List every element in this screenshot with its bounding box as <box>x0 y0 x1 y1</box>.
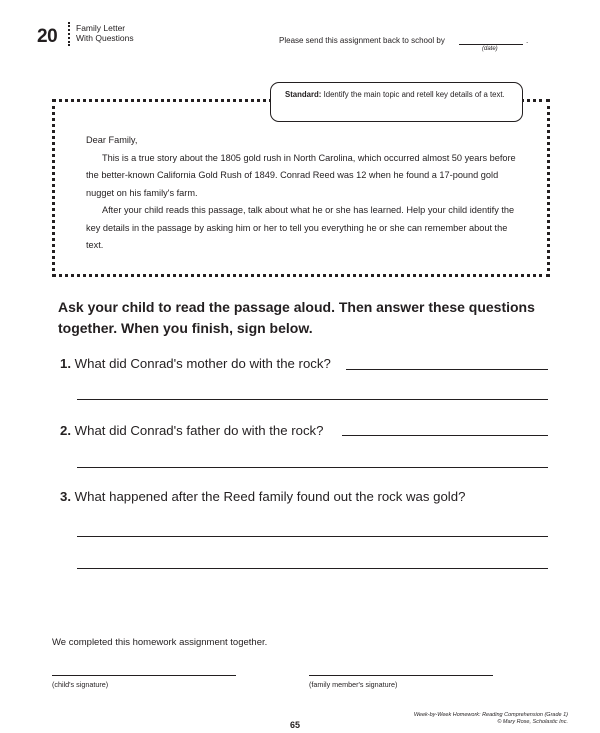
answer-line-3b[interactable] <box>77 568 548 569</box>
section-label-line2: With Questions <box>76 33 134 43</box>
family-signature-label: (family member's signature) <box>309 680 398 689</box>
section-label-line1: Family Letter <box>76 23 126 33</box>
answer-line-2a[interactable] <box>342 435 548 436</box>
answer-line-1a[interactable] <box>346 369 548 370</box>
child-signature-label: (child's signature) <box>52 680 109 689</box>
standard-callout <box>270 82 523 122</box>
footer-credit <box>382 712 568 726</box>
letter-paragraph-1: This is a true story about the 1805 gold rush in North Carolina, which occurred almost 50 years before the better-known California Gold Rush of 1849. Conrad Reed was 12 when he found a 17-pound gold nugget on his family's farm. <box>86 152 516 198</box>
section-label <box>76 23 134 43</box>
question-number: 3. <box>60 489 71 504</box>
standard-text: Identify the main topic and retell key details of a text. <box>323 90 505 99</box>
header-divider <box>68 22 70 46</box>
question-number: 1. <box>60 356 71 371</box>
question-3 <box>60 489 465 504</box>
footer-credit-copyright: © Mary Rose, Scholastic Inc. <box>497 719 568 725</box>
due-date-field[interactable] <box>459 44 523 45</box>
page-number: 20 <box>37 26 58 47</box>
family-letter <box>86 132 526 255</box>
footer-page-number: 65 <box>290 720 301 730</box>
letter-greeting: Dear Family, <box>86 135 138 145</box>
standard-label: Standard: <box>285 90 322 99</box>
instructions: Ask your child to read the passage aloud. Then answer these questions together. When you finish, sign below. <box>58 299 535 336</box>
footer-credit-title: Week-by-Week Homework: Reading Comprehension (Grade 1) <box>413 712 568 718</box>
question-text: What happened after the Reed family found out the rock was gold? <box>74 489 466 504</box>
question-2 <box>60 423 323 438</box>
question-number: 2. <box>60 423 71 438</box>
question-text: What did Conrad's father do with the rock? <box>74 423 324 438</box>
answer-line-1b[interactable] <box>77 399 548 400</box>
child-signature-field[interactable] <box>52 675 236 676</box>
send-back-period: . <box>526 36 529 45</box>
send-back-instruction: Please send this assignment back to school by <box>279 36 445 45</box>
question-1 <box>60 356 331 371</box>
question-text: What did Conrad's mother do with the rock? <box>74 356 331 371</box>
date-label: (date) <box>482 46 498 52</box>
answer-line-3a[interactable] <box>77 536 548 537</box>
family-signature-field[interactable] <box>309 675 493 676</box>
letter-paragraph-2: After your child reads this passage, talk about what he or she has learned. Help your child identify the key details in the passage by asking him or her to tell you everything he or she can remember about the text. <box>86 205 515 250</box>
completed-statement: We completed this homework assignment together. <box>52 637 268 648</box>
answer-line-2b[interactable] <box>77 467 548 468</box>
